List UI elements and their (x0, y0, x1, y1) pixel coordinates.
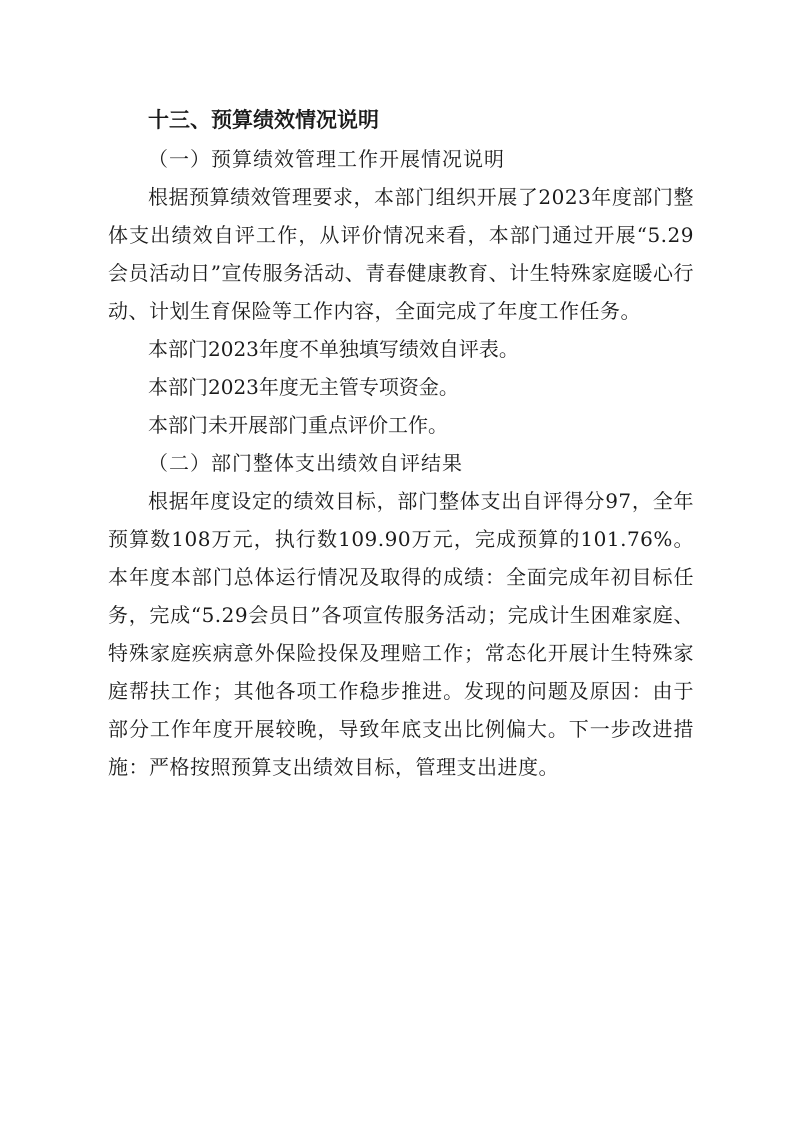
body-line-1: 本部门2023年度不单独填写绩效自评表。 (148, 337, 519, 361)
subsection-title-1: （一）预算绩效管理工作开展情况说明 (148, 147, 505, 171)
body-line-2: 本部门2023年度无主管专项资金。 (148, 375, 459, 399)
section-title: 十三、预算绩效情况说明 (148, 108, 379, 132)
body-paragraph-1: 根据预算绩效管理要求，本部门组织开展了2023年度部门整体支出绩效自评工作，从评价情况来看，本部门通过开展“5.29会员活动日”宣传服务活动、青春健康教育、计生特殊家庭暖心行动、计划生育保险等工作内容，全面完成了年度工作任务。 (108, 185, 694, 323)
document-page (108, 100, 694, 786)
subsection-title-2: （二）部门整体支出绩效自评结果 (148, 451, 463, 475)
body-paragraph-2: 根据年度设定的绩效目标，部门整体支出自评得分97，全年预算数108万元，执行数109.90万元，完成预算的101.76%。本年度本部门总体运行情况及取得的成绩：全面完成年初目标任务，完成“5.29会员日”各项宣传服务活动；完成计生困难家庭、特殊家庭疾病意外保险投保及理赔工作；常态化开展计生特殊家庭帮扶工作；其他各项工作稳步推进。发现的问题及原因：由于部分工作年度开展较晚，导致年底支出比例偏大。下一步改进措施：严格按照预算支出绩效目标，管理支出进度。 (108, 489, 694, 779)
body-line-3: 本部门未开展部门重点评价工作。 (148, 413, 448, 437)
